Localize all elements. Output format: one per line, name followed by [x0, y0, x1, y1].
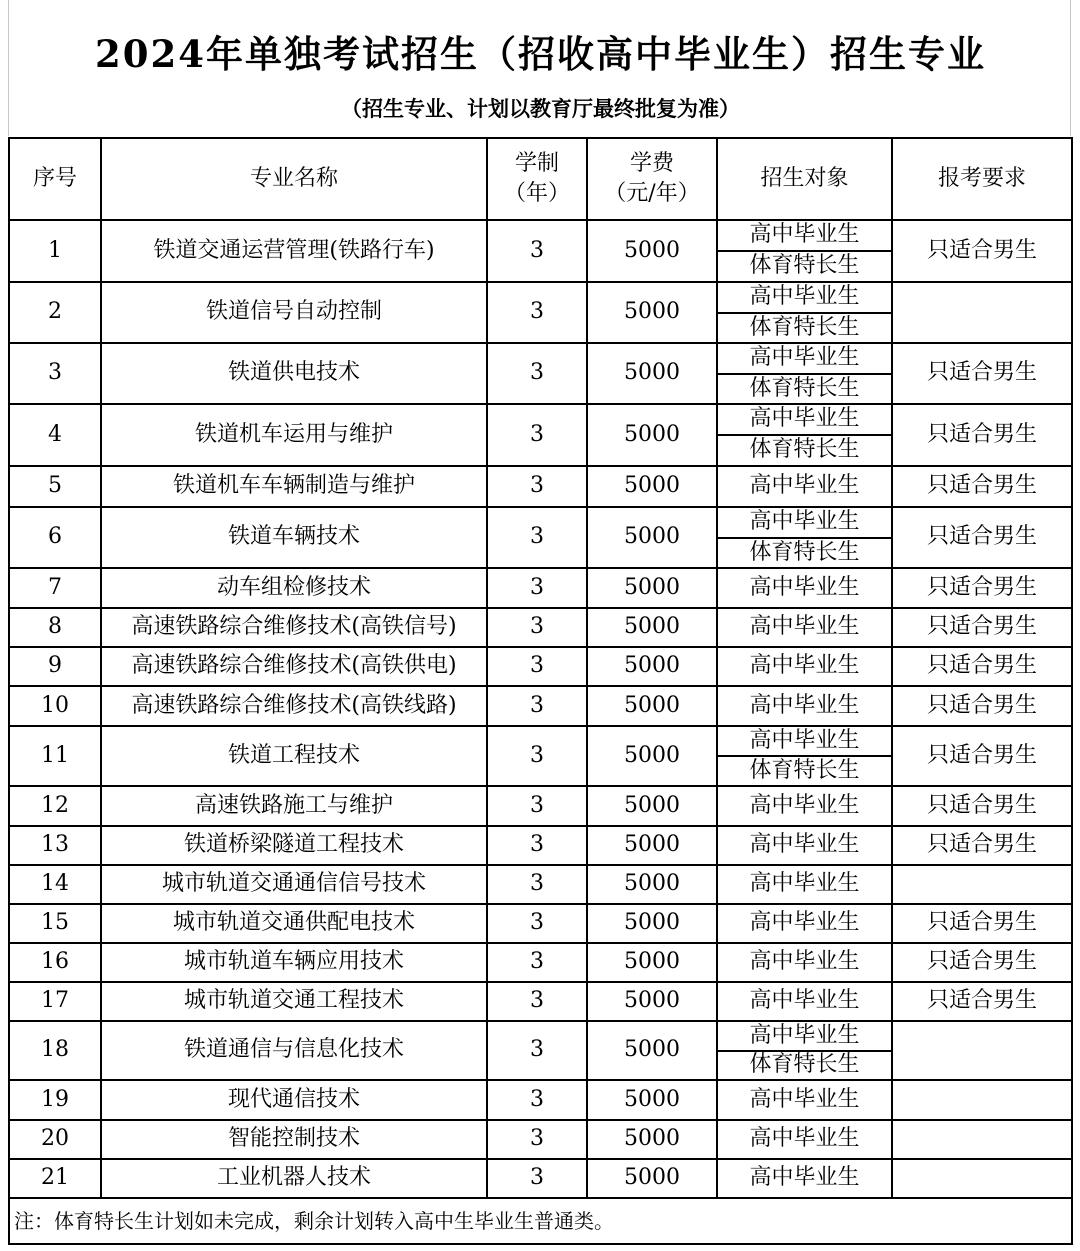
row-target — [717, 1120, 892, 1159]
enrollment-sheet — [8, 0, 1071, 1242]
row-target — [717, 686, 892, 726]
table-row — [9, 943, 1072, 982]
header-years-line1: 学制 — [514, 151, 559, 177]
target-item: 体育特长生 — [749, 437, 860, 463]
target-item: 高中毕业生 — [749, 473, 860, 499]
row-index: 4 — [9, 404, 101, 466]
target-item: 高中毕业生 — [749, 692, 860, 718]
row-requirement: 只适合男生 — [892, 686, 1072, 726]
row-years: 3 — [487, 568, 587, 608]
row-target — [717, 568, 892, 608]
row-years: 3 — [487, 726, 587, 786]
row-fee: 5000 — [587, 726, 717, 786]
row-target — [717, 343, 892, 404]
row-major: 铁道机车车辆制造与维护 — [101, 466, 487, 507]
row-requirement: 只适合男生 — [892, 982, 1072, 1021]
table-body — [9, 220, 1072, 1198]
target-item: 高中毕业生 — [749, 614, 860, 640]
table-row — [9, 466, 1072, 507]
row-requirement — [892, 865, 1072, 904]
row-fee: 5000 — [587, 1080, 717, 1120]
table-row — [9, 786, 1072, 826]
row-fee: 5000 — [587, 1159, 717, 1198]
row-years: 3 — [487, 282, 587, 343]
row-fee: 5000 — [587, 826, 717, 865]
target-item: 高中毕业生 — [718, 283, 891, 314]
header-target: 招生对象 — [717, 138, 892, 220]
row-fee: 5000 — [587, 1120, 717, 1159]
target-item: 高中毕业生 — [749, 832, 860, 858]
row-index: 3 — [9, 343, 101, 404]
row-index: 18 — [9, 1021, 101, 1080]
row-index: 13 — [9, 826, 101, 865]
row-index: 2 — [9, 282, 101, 343]
target-item: 高中毕业生 — [749, 988, 860, 1014]
page-subtitle: （招生专业、计划以教育厅最终批复为准） — [341, 96, 740, 121]
row-major: 铁道机车运用与维护 — [101, 404, 487, 466]
row-index: 17 — [9, 982, 101, 1021]
row-requirement — [892, 1080, 1072, 1120]
target-item: 体育特长生 — [749, 314, 860, 340]
row-years: 3 — [487, 904, 587, 943]
target-item: 高中毕业生 — [718, 727, 891, 757]
row-fee: 5000 — [587, 568, 717, 608]
header-fee-line2: （元/年） — [604, 181, 700, 206]
table-row — [9, 982, 1072, 1021]
row-years: 3 — [487, 466, 587, 507]
row-fee: 5000 — [587, 220, 717, 282]
table-row — [9, 865, 1072, 904]
row-index: 14 — [9, 865, 101, 904]
header-fee-line1: 学费 — [629, 151, 674, 177]
row-index: 20 — [9, 1120, 101, 1159]
row-target — [717, 608, 892, 647]
table-row — [9, 1021, 1072, 1080]
row-index: 8 — [9, 608, 101, 647]
row-years: 3 — [487, 943, 587, 982]
row-requirement — [892, 1021, 1072, 1080]
table-row — [9, 1159, 1072, 1198]
table-row — [9, 1120, 1072, 1159]
row-index: 15 — [9, 904, 101, 943]
row-major: 高速铁路综合维修技术(高铁供电) — [101, 647, 487, 686]
row-major: 城市轨道交通供配电技术 — [101, 904, 487, 943]
row-index: 11 — [9, 726, 101, 786]
row-years: 3 — [487, 608, 587, 647]
table-row — [9, 1080, 1072, 1120]
row-requirement: 只适合男生 — [892, 826, 1072, 865]
table-row — [9, 404, 1072, 466]
target-item: 体育特长生 — [749, 253, 860, 279]
row-index: 10 — [9, 686, 101, 726]
row-major: 现代通信技术 — [101, 1080, 487, 1120]
row-major: 铁道桥梁隧道工程技术 — [101, 826, 487, 865]
row-index: 12 — [9, 786, 101, 826]
row-index: 16 — [9, 943, 101, 982]
header-requirement: 报考要求 — [892, 138, 1072, 220]
row-major: 城市轨道交通通信信号技术 — [101, 865, 487, 904]
row-fee: 5000 — [587, 904, 717, 943]
row-fee: 5000 — [587, 686, 717, 726]
table-header-row — [9, 138, 1072, 220]
row-target — [717, 865, 892, 904]
row-major: 高速铁路综合维修技术(高铁信号) — [101, 608, 487, 647]
table-row — [9, 904, 1072, 943]
target-item: 高中毕业生 — [749, 574, 860, 600]
target-item: 高中毕业生 — [718, 221, 891, 252]
target-item: 高中毕业生 — [718, 508, 891, 539]
row-requirement: 只适合男生 — [892, 507, 1072, 568]
row-requirement: 只适合男生 — [892, 786, 1072, 826]
row-major: 动车组检修技术 — [101, 568, 487, 608]
target-item: 高中毕业生 — [749, 1165, 860, 1191]
target-item: 高中毕业生 — [749, 949, 860, 975]
row-fee: 5000 — [587, 466, 717, 507]
row-requirement: 只适合男生 — [892, 568, 1072, 608]
row-target — [717, 404, 892, 466]
table-row — [9, 726, 1072, 786]
row-years: 3 — [487, 507, 587, 568]
row-fee: 5000 — [587, 404, 717, 466]
row-years: 3 — [487, 647, 587, 686]
row-years: 3 — [487, 1120, 587, 1159]
target-item: 高中毕业生 — [749, 1086, 860, 1112]
row-target — [717, 507, 892, 568]
row-requirement: 只适合男生 — [892, 466, 1072, 507]
row-major: 铁道供电技术 — [101, 343, 487, 404]
row-target — [717, 220, 892, 282]
table-row — [9, 568, 1072, 608]
row-requirement — [892, 1159, 1072, 1198]
target-item: 高中毕业生 — [749, 910, 860, 936]
row-years: 3 — [487, 1159, 587, 1198]
page-title: 2024年单独考试招生（招收高中毕业生）招生专业 — [95, 32, 986, 76]
row-years: 3 — [487, 686, 587, 726]
row-years: 3 — [487, 786, 587, 826]
row-index: 7 — [9, 568, 101, 608]
row-target — [717, 466, 892, 507]
row-target — [717, 904, 892, 943]
target-item: 高中毕业生 — [749, 871, 860, 897]
row-target — [717, 726, 892, 786]
row-target — [717, 1159, 892, 1198]
row-years: 3 — [487, 343, 587, 404]
row-target — [717, 1080, 892, 1120]
target-item: 体育特长生 — [749, 757, 860, 783]
row-target — [717, 282, 892, 343]
row-requirement: 只适合男生 — [892, 943, 1072, 982]
row-major: 铁道通信与信息化技术 — [101, 1021, 487, 1080]
row-years: 3 — [487, 1080, 587, 1120]
row-major: 智能控制技术 — [101, 1120, 487, 1159]
row-requirement — [892, 1120, 1072, 1159]
row-index: 1 — [9, 220, 101, 282]
row-requirement: 只适合男生 — [892, 404, 1072, 466]
row-fee: 5000 — [587, 1021, 717, 1080]
row-years: 3 — [487, 1021, 587, 1080]
target-item: 高中毕业生 — [749, 1126, 860, 1152]
row-years: 3 — [487, 982, 587, 1021]
row-fee: 5000 — [587, 865, 717, 904]
row-fee: 5000 — [587, 507, 717, 568]
row-major: 铁道交通运营管理(铁路行车) — [101, 220, 487, 282]
row-major: 工业机器人技术 — [101, 1159, 487, 1198]
target-item: 高中毕业生 — [718, 344, 891, 375]
row-major: 高速铁路施工与维护 — [101, 786, 487, 826]
row-index: 21 — [9, 1159, 101, 1198]
target-item: 体育特长生 — [749, 1052, 860, 1078]
row-fee: 5000 — [587, 282, 717, 343]
row-target — [717, 826, 892, 865]
row-fee: 5000 — [587, 943, 717, 982]
target-item: 高中毕业生 — [749, 653, 860, 679]
row-requirement: 只适合男生 — [892, 726, 1072, 786]
header-fee — [587, 138, 717, 220]
row-requirement: 只适合男生 — [892, 343, 1072, 404]
table-row — [9, 647, 1072, 686]
target-item: 高中毕业生 — [749, 792, 860, 818]
header-index: 序号 — [9, 138, 101, 220]
row-index: 6 — [9, 507, 101, 568]
header-years-line2: （年） — [503, 181, 570, 206]
target-item: 高中毕业生 — [718, 405, 891, 436]
row-major: 城市轨道交通工程技术 — [101, 982, 487, 1021]
majors-table — [8, 137, 1073, 1245]
row-requirement: 只适合男生 — [892, 904, 1072, 943]
row-requirement: 只适合男生 — [892, 647, 1072, 686]
table-row — [9, 826, 1072, 865]
row-requirement: 只适合男生 — [892, 608, 1072, 647]
row-target — [717, 647, 892, 686]
row-major: 铁道工程技术 — [101, 726, 487, 786]
row-target — [717, 982, 892, 1021]
row-major: 城市轨道车辆应用技术 — [101, 943, 487, 982]
row-requirement: 只适合男生 — [892, 220, 1072, 282]
row-fee: 5000 — [587, 608, 717, 647]
row-fee: 5000 — [587, 786, 717, 826]
row-major: 高速铁路综合维修技术(高铁线路) — [101, 686, 487, 726]
table-row — [9, 282, 1072, 343]
row-index: 5 — [9, 466, 101, 507]
header-years — [487, 138, 587, 220]
header-major: 专业名称 — [101, 138, 487, 220]
row-target — [717, 786, 892, 826]
table-row — [9, 343, 1072, 404]
table-row — [9, 507, 1072, 568]
target-item: 体育特长生 — [749, 539, 860, 565]
row-years: 3 — [487, 826, 587, 865]
row-major: 铁道信号自动控制 — [101, 282, 487, 343]
note-row — [9, 1198, 1072, 1244]
footnote: 注：体育特长生计划如未完成，剩余计划转入高中生毕业生普通类。 — [9, 1198, 1072, 1244]
row-fee: 5000 — [587, 982, 717, 1021]
row-years: 3 — [487, 865, 587, 904]
table-row — [9, 686, 1072, 726]
row-index: 9 — [9, 647, 101, 686]
title-area — [8, 0, 1071, 136]
row-years: 3 — [487, 220, 587, 282]
table-row — [9, 220, 1072, 282]
row-years: 3 — [487, 404, 587, 466]
row-requirement — [892, 282, 1072, 343]
row-target — [717, 1021, 892, 1080]
target-item: 体育特长生 — [749, 375, 860, 401]
row-index: 19 — [9, 1080, 101, 1120]
row-fee: 5000 — [587, 647, 717, 686]
table-row — [9, 608, 1072, 647]
row-major: 铁道车辆技术 — [101, 507, 487, 568]
row-target — [717, 943, 892, 982]
row-fee: 5000 — [587, 343, 717, 404]
target-item: 高中毕业生 — [718, 1022, 891, 1052]
